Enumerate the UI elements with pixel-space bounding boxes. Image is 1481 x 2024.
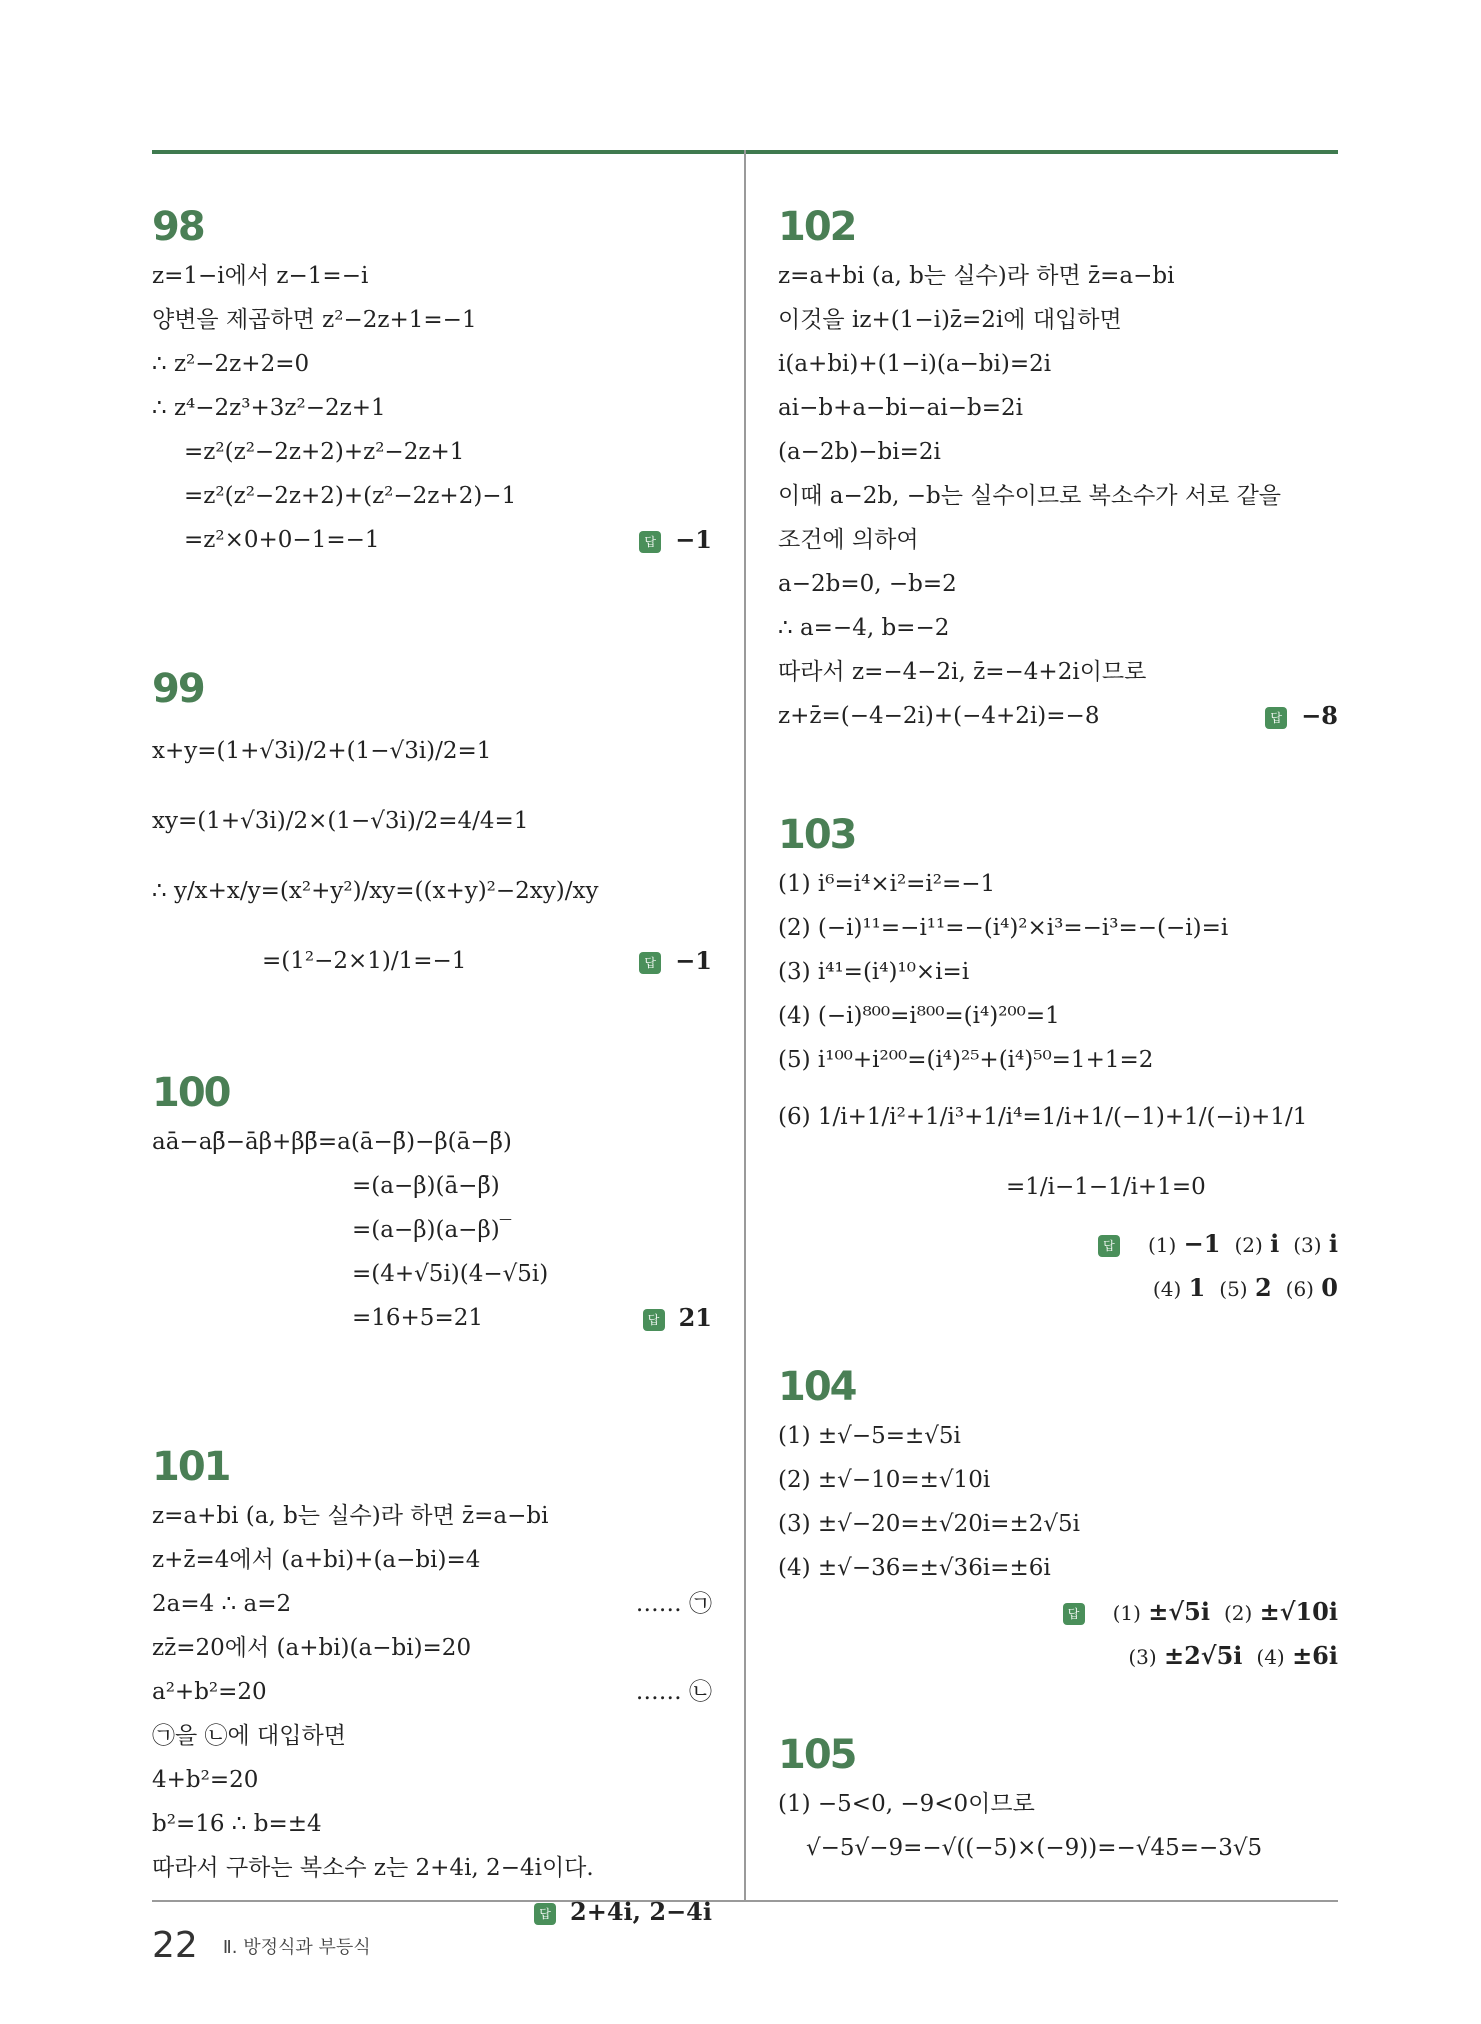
solution-line: (5) i¹⁰⁰+i²⁰⁰=(i⁴)²⁵+(i⁴)⁵⁰=1+1=2 — [778, 1047, 1154, 1073]
answer-index: (5) — [1219, 1277, 1248, 1301]
answer-value: −1 — [1183, 1229, 1221, 1258]
answer — [1265, 694, 1338, 738]
answer-value: ±2√5i — [1164, 1641, 1243, 1670]
answer-row — [778, 1634, 1338, 1678]
answer-badge-icon: 답 — [534, 1903, 556, 1925]
solution-line: 이때 a−2b, −b는 실수이므로 복소수가 서로 같을 — [778, 483, 1282, 509]
answer-index: (4) — [1152, 1277, 1182, 1301]
problem-99 — [152, 662, 712, 996]
answer-index: (1) — [1112, 1601, 1141, 1625]
answer-row — [778, 1266, 1338, 1310]
answer-index: (3) — [1128, 1645, 1157, 1669]
solution-line: (4) ±√−36=±√36i=±6i — [778, 1555, 1051, 1581]
solution-line: (a−2b)−bi=2i — [778, 439, 941, 465]
solution-line: =(4+√5i)(4−√5i) — [352, 1261, 549, 1287]
solution-line: (3) ±√−20=±√20i=±2√5i — [778, 1511, 1080, 1537]
answer-value: −1 — [675, 946, 712, 975]
answer-badge-icon: 답 — [1098, 1235, 1120, 1257]
solution-text: 2a=4 ∴ a=2 — [152, 1591, 292, 1617]
solution-line: (1) i⁶=i⁴×i²=i²=−1 — [778, 871, 996, 897]
solution-line: ai−b+a−bi−ai−b=2i — [778, 395, 1023, 421]
solution-text: =(1²−2×1)/1=−1 — [262, 948, 467, 974]
solution-line: =z²(z²−2z+2)+z²−2z+1 — [184, 439, 465, 465]
solution-line: ㉠을 ㉡에 대입하면 — [152, 1723, 346, 1749]
answer-index: (3) — [1293, 1233, 1322, 1257]
answer-index: (2) — [1234, 1233, 1263, 1257]
problem-105 — [778, 1728, 1338, 1870]
answer-badge-icon: 답 — [1063, 1603, 1085, 1625]
solution-line: ∴ y/x+x/y=(x²+y²)/xy=((x+y)²−2xy)/xy — [152, 878, 599, 904]
chapter-title: Ⅱ. 방정식과 부등식 — [222, 1936, 371, 1958]
solution-line: (2) ±√−10=±√10i — [778, 1467, 991, 1493]
solution-line-final — [152, 1296, 712, 1340]
spacer — [778, 1310, 1338, 1360]
page-number: 22 — [152, 1925, 198, 1966]
spacer — [152, 1340, 712, 1440]
answer — [639, 518, 712, 562]
solution-line: ∴ a=−4, b=−2 — [778, 615, 950, 641]
solution-line: =z²(z²−2z+2)+(z²−2z+2)−1 — [184, 483, 517, 509]
spacer — [152, 996, 712, 1066]
answer-value: 2+4i, 2−4i — [570, 1897, 712, 1926]
problem-number: 104 — [778, 1364, 856, 1410]
problem-number: 105 — [778, 1732, 856, 1778]
solution-text: =z²×0+0−1=−1 — [184, 527, 380, 553]
answer-badge-icon: 답 — [639, 531, 661, 553]
answer-value: ±√5i — [1148, 1597, 1210, 1626]
solution-line: =1/i−1−1/i+1=0 — [1006, 1174, 1206, 1200]
problem-104 — [778, 1360, 1338, 1678]
solution-line: 4+b²=20 — [152, 1767, 259, 1793]
problem-number: 102 — [778, 204, 856, 250]
solution-line: 따라서 구하는 복소수 z는 2+4i, 2−4i이다. — [152, 1855, 594, 1881]
solution-line: z+z̄=4에서 (a+bi)+(a−bi)=4 — [152, 1547, 481, 1573]
answer-index: (4) — [1256, 1645, 1285, 1669]
solution-line: 조건에 의하여 — [778, 527, 919, 553]
solution-line — [152, 1670, 712, 1714]
solution-line: (2) (−i)¹¹=−i¹¹=−(i⁴)²×i³=−i³=−(−i)=i — [778, 915, 1229, 941]
problem-number: 99 — [152, 666, 204, 712]
solution-text: a²+b²=20 — [152, 1679, 267, 1705]
solution-line: zz̄=20에서 (a+bi)(a−bi)=20 — [152, 1635, 472, 1661]
answer-index: (1) — [1147, 1233, 1177, 1257]
spacer — [152, 562, 712, 662]
solution-line: (3) i⁴¹=(i⁴)¹⁰×i=i — [778, 959, 970, 985]
solution-line: i(a+bi)+(1−i)(a−bi)=2i — [778, 351, 1052, 377]
equation-marker: …… ㉠ — [635, 1591, 712, 1617]
solution-line-final — [778, 694, 1338, 738]
answer-badge-icon: 답 — [643, 1309, 665, 1331]
problem-102 — [778, 200, 1338, 738]
answer-value: i — [1328, 1229, 1338, 1258]
answer-value: 0 — [1321, 1273, 1338, 1302]
answer-value: −8 — [1301, 701, 1338, 730]
solution-line: 따라서 z=−4−2i, z̄=−4+2i이므로 — [778, 659, 1147, 685]
solution-line: √−5√−9=−√((−5)×(−9))=−√45=−3√5 — [806, 1835, 1263, 1861]
solution-line: z=a+bi (a, b는 실수)라 하면 z̄=a−bi — [152, 1503, 549, 1529]
solution-line: xy=(1+√3i)/2×(1−√3i)/2=4/4=1 — [152, 808, 529, 834]
answer — [643, 1296, 712, 1340]
solution-line: ∴ z²−2z+2=0 — [152, 351, 310, 377]
spacer — [778, 1678, 1338, 1728]
solution-line: (1) ±√−5=±√5i — [778, 1423, 961, 1449]
problem-number: 103 — [778, 812, 856, 858]
answer-value: ±6i — [1292, 1641, 1338, 1670]
problem-101 — [152, 1440, 712, 1934]
solution-line: 이것을 iz+(1−i)z̄=2i에 대입하면 — [778, 307, 1122, 333]
problem-100 — [152, 1066, 712, 1340]
equation-marker: …… ㉡ — [635, 1679, 712, 1705]
solution-line: (6) 1/i+1/i²+1/i³+1/i⁴=1/i+1/(−1)+1/(−i)+1/1 — [778, 1104, 1308, 1130]
right-column — [778, 200, 1338, 1870]
answer-value: 1 — [1188, 1273, 1206, 1302]
spacer — [778, 738, 1338, 808]
solution-line: x+y=(1+√3i)/2+(1−√3i)/2=1 — [152, 738, 492, 764]
solution-line-final — [152, 518, 712, 562]
answer-row — [778, 1590, 1338, 1634]
left-column — [152, 200, 712, 1934]
page-footer — [152, 1925, 371, 1975]
answer-index: (6) — [1285, 1277, 1314, 1301]
solution-line: (4) (−i)⁸⁰⁰=i⁸⁰⁰=(i⁴)²⁰⁰=1 — [778, 1003, 1060, 1029]
answer-value: ±√10i — [1259, 1597, 1338, 1626]
answer-value: −1 — [675, 525, 712, 554]
problem-98 — [152, 200, 712, 562]
solution-line: 양변을 제곱하면 z²−2z+1=−1 — [152, 307, 477, 333]
solution-line: =(a−β)(ā−β̄) — [352, 1173, 500, 1199]
problem-number: 98 — [152, 204, 204, 250]
problem-number: 100 — [152, 1070, 230, 1116]
solution-line: a−2b=0, −b=2 — [778, 571, 957, 597]
answer-row — [778, 1222, 1338, 1266]
solution-line: aā−aβ̄−āβ+ββ̄=a(ā−β̄)−β(ā−β̄) — [152, 1129, 512, 1155]
answer-badge-icon: 답 — [1265, 707, 1287, 729]
solution-line: z=1−i에서 z−1=−i — [152, 263, 369, 289]
solution-text: =16+5=21 — [352, 1305, 483, 1331]
answer — [639, 926, 712, 996]
solution-line — [152, 1582, 712, 1626]
answer-badge-icon: 답 — [639, 952, 661, 974]
solution-line: b²=16 ∴ b=±4 — [152, 1811, 322, 1837]
solution-line: z=a+bi (a, b는 실수)라 하면 z̄=a−bi — [778, 263, 1175, 289]
solution-line: (1) −5<0, −9<0이므로 — [778, 1791, 1035, 1817]
answer-value: 21 — [678, 1303, 712, 1332]
answer-index: (2) — [1223, 1601, 1253, 1625]
solution-text: z+z̄=(−4−2i)+(−4+2i)=−8 — [778, 703, 1100, 729]
problem-103 — [778, 808, 1338, 1310]
solution-line: =(a−β)(a−β)‾ — [352, 1217, 512, 1243]
answer-value: 2 — [1254, 1273, 1272, 1302]
column-divider — [744, 150, 746, 1902]
answer-value: i — [1270, 1229, 1280, 1258]
problem-number: 101 — [152, 1444, 230, 1490]
solution-line-final — [152, 926, 712, 996]
solution-line: ∴ z⁴−2z³+3z²−2z+1 — [152, 395, 386, 421]
